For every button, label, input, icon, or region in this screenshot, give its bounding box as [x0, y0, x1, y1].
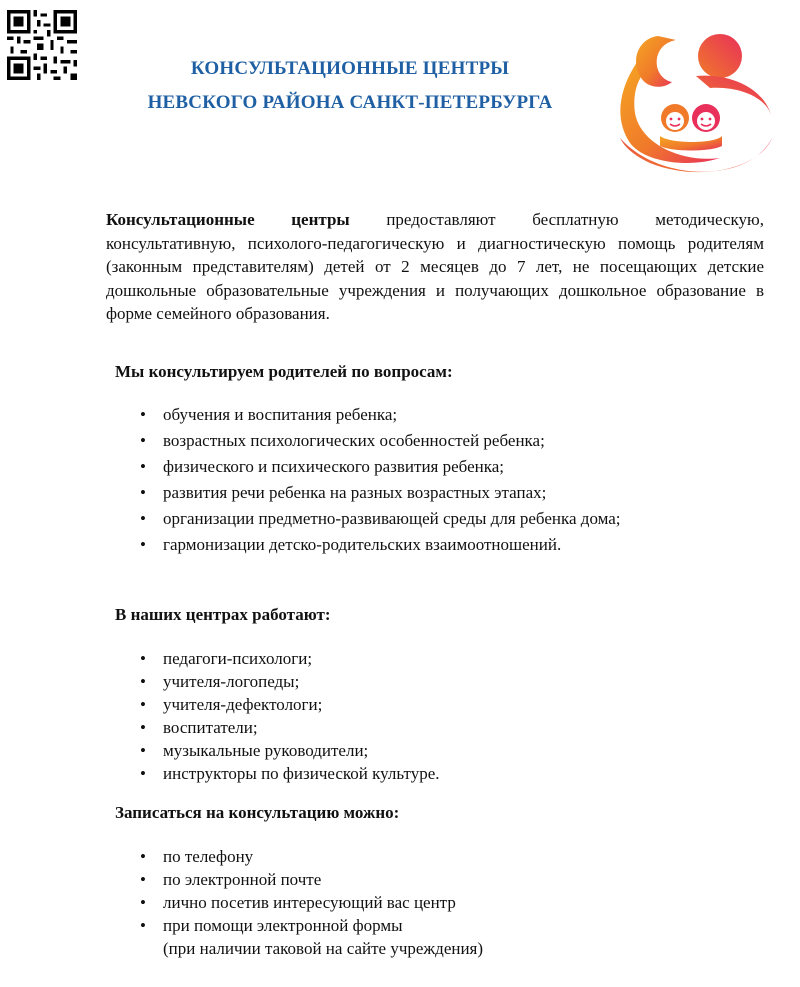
- consult-list: [140, 402, 663, 558]
- list-item: • гармонизации детско-родительских взаимоотношений.: [140, 532, 663, 558]
- list-item: • обучения и воспитания ребенка;: [140, 402, 663, 428]
- list-item: • инструкторы по физической культуре.: [140, 762, 440, 785]
- list-item: • учителя-дефектологи;: [140, 693, 440, 716]
- qr-code-icon: [6, 10, 78, 80]
- list-item: • развития речи ребенка на разных возрастных этапах;: [140, 480, 663, 506]
- list-item: • учителя-логопеды;: [140, 670, 440, 693]
- list-item: • музыкальные руководители;: [140, 739, 440, 762]
- intro-text: предоставляют бесплатную методическую, консультативную, психолого-педагогическую и диагностическую помощь родителям (законным представителям) детей от 2 месяцев до 7 лет, не посещающих детские дошкольные образовательные учреждения и получающих дошкольное образование в форме семейного образования.: [106, 210, 765, 324]
- intro-paragraph: [106, 208, 764, 326]
- signup-list: [140, 845, 483, 960]
- list-item: • педагоги-психологи;: [140, 647, 440, 670]
- list-item: • физического и психического развития ребенка;: [140, 454, 663, 480]
- signup-heading: Записаться на консультацию можно:: [115, 803, 400, 822]
- list-item: • по телефону: [140, 845, 483, 868]
- family-logo-icon: [600, 18, 776, 178]
- list-item: [140, 914, 483, 960]
- page-title-line2: НЕВСКОГО РАЙОНА САНКТ-ПЕТЕРБУРГА: [147, 92, 553, 113]
- list-item: • организации предметно-развивающей среды для ребенка дома;: [140, 506, 663, 532]
- staff-list: [140, 647, 440, 785]
- list-item: • лично посетив интересующий вас центр: [140, 891, 483, 914]
- consult-heading: Мы консультируем родителей по вопросам:: [115, 362, 453, 381]
- intro-lead: Консультационные центры: [106, 210, 350, 229]
- page-title-line1: КОНСУЛЬТАЦИОННЫЕ ЦЕНТРЫ: [190, 58, 510, 79]
- list-item: • по электронной почте: [140, 868, 483, 891]
- staff-heading: В наших центрах работают:: [115, 605, 331, 624]
- list-item-text: при помощи электронной формы: [163, 916, 403, 935]
- list-item: • воспитатели;: [140, 716, 440, 739]
- list-item-note: (при наличии таковой на сайте учреждения): [163, 939, 484, 958]
- list-item: • возрастных психологических особенностей ребенка;: [140, 428, 663, 454]
